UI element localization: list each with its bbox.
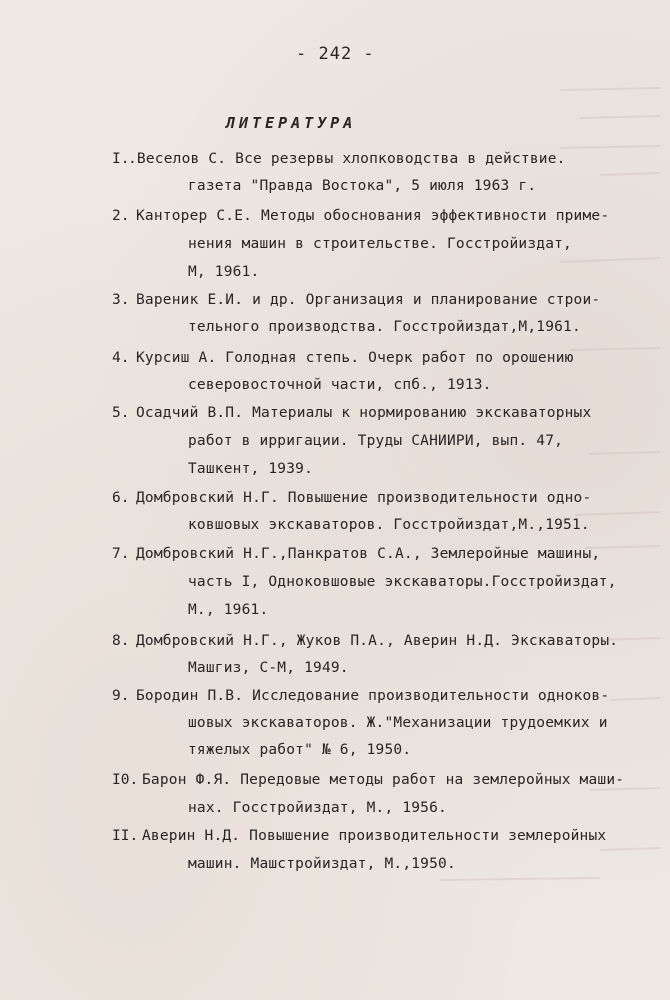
reference-line: Домбровский Н.Г. Повышение производительности одно- [136,490,592,506]
reference-number: 4. [112,350,130,366]
reference-line: Барон Ф.Я. Передовые методы работ на землеройных маши- [142,772,625,788]
reference-number: 2. [112,208,130,224]
reference-line: Канторер С.Е. Методы обоснования эффективности приме- [136,208,610,224]
reference-number: 3. [112,292,130,308]
reference-line: М., 1961. [188,602,269,618]
reference-line: Ташкент, 1939. [188,461,314,477]
reference-line: Осадчий В.П. Материалы к нормированию экскаваторных [136,405,592,421]
reference-line: нах. Госстройиздат, М., 1956. [188,800,447,816]
reference-line: тельного производства. Госстройиздат,М,1961. [188,319,581,335]
reference-number: 8. [112,633,130,649]
reference-line: шовых экскаваторов. Ж."Механизации трудоемких и [188,715,608,731]
reference-line: машин. Машстройиздат, М.,1950. [188,856,456,872]
reference-line: Курсиш А. Голодная степь. Очерк работ по орошению [136,350,574,366]
reference-number: II. [112,828,139,844]
reference-line: работ в ирригации. Труды САНИИРИ, вып. 47, [188,433,564,449]
reference-line: часть I, Одноковшовые экскаваторы.Госстройиздат, [188,574,617,590]
reference-line: Домбровский Н.Г., Жуков П.А., Аверин Н.Д. Экскаваторы. [136,633,619,649]
reference-line: Бородин П.В. Исследование производительности одноков- [136,688,610,704]
reference-line: Аверин Н.Д. Повышение производительности землеройных [142,828,607,844]
reference-line: Вареник Е.И. и др. Организация и планирование строи- [136,292,601,308]
reference-line: нения машин в строительстве. Госстройиздат, [188,236,572,252]
reference-number: I0. [112,772,139,788]
reference-number: 5. [112,405,130,421]
reference-line: Домбровский Н.Г.,Панкратов С.А., Землеройные машины, [136,546,601,562]
reference-line: .Веселов С. Все резервы хлопководства в действие. [128,151,566,167]
reference-line: Машгиз, С-М, 1949. [188,660,349,676]
reference-number: 7. [112,546,130,562]
reference-number: 6. [112,490,130,506]
references-heading: ЛИТЕРАТУРА [226,114,357,132]
reference-line: ковшовых экскаваторов. Госстройиздат,М.,1951. [188,517,590,533]
page-number: - 242 - [296,44,375,64]
reference-line: газета "Правда Востока", 5 июля 1963 г. [188,178,537,194]
reference-line: М, 1961. [188,264,260,280]
reference-number: 9. [112,688,130,704]
reference-number: I. [112,151,130,167]
reference-line: тяжелых работ" № 6, 1950. [188,742,412,758]
reference-line: северовосточной части, спб., 1913. [188,377,492,393]
